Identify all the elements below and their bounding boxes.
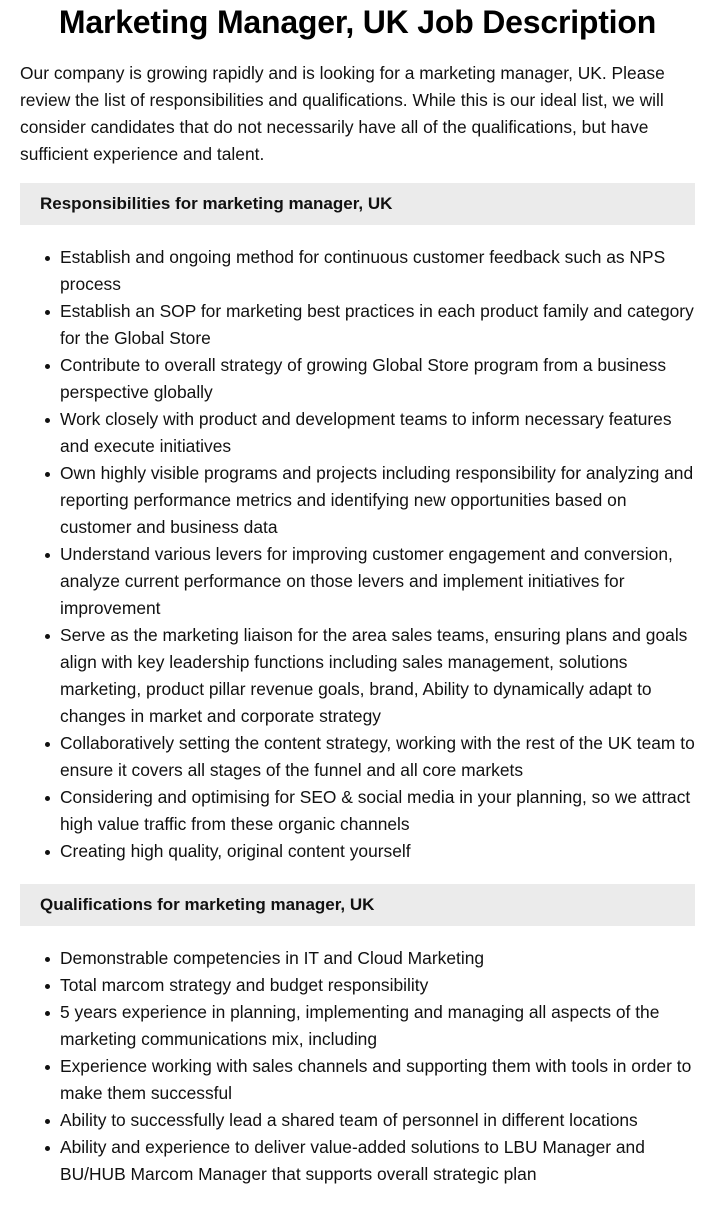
list-item: Work closely with product and development teams to inform necessary features and execute initiatives (60, 406, 695, 460)
list-item: Contribute to overall strategy of growing Global Store program from a business perspective globally (60, 352, 695, 406)
list-item: 5 years experience in planning, implementing and managing all aspects of the marketing communications mix, including (60, 999, 695, 1053)
list-item: Understand various levers for improving customer engagement and conversion, analyze current performance on those levers and implement initiatives for improvement (60, 541, 695, 622)
list-item: Total marcom strategy and budget responsibility (60, 972, 695, 999)
list-item: Ability and experience to deliver value-added solutions to LBU Manager and BU/HUB Marcom Manager that supports overall strategic plan (60, 1134, 695, 1188)
list-item: Own highly visible programs and projects including responsibility for analyzing and reporting performance metrics and identifying new opportunities based on customer and business data (60, 460, 695, 541)
intro-paragraph: Our company is growing rapidly and is looking for a marketing manager, UK. Please review the list of responsibilities and qualifications. While this is our ideal list, we will consider candidates that do not necessarily have all of the qualifications, but have sufficient experience and talent. (20, 63, 665, 164)
qualifications-list (20, 945, 695, 1188)
list-item: Ability to successfully lead a shared team of personnel in different locations (60, 1107, 695, 1134)
list-item: Collaboratively setting the content strategy, working with the rest of the UK team to ensure it covers all stages of the funnel and all core markets (60, 730, 695, 784)
responsibilities-heading: Responsibilities for marketing manager, UK (20, 183, 695, 225)
list-item: Establish an SOP for marketing best practices in each product family and category for the Global Store (60, 298, 695, 352)
list-item: Experience working with sales channels and supporting them with tools in order to make them successful (60, 1053, 695, 1107)
list-item: Establish and ongoing method for continuous customer feedback such as NPS process (60, 244, 695, 298)
page-title: Marketing Manager, UK Job Description (58, 4, 657, 40)
list-item: Demonstrable competencies in IT and Cloud Marketing (60, 945, 695, 972)
responsibilities-list (20, 244, 695, 865)
list-item: Creating high quality, original content yourself (60, 838, 695, 865)
list-item: Serve as the marketing liaison for the area sales teams, ensuring plans and goals align with key leadership functions including sales management, solutions marketing, product pillar revenue goals, brand, Ability to dynamically adapt to changes in market and corporate strategy (60, 622, 695, 730)
qualifications-heading: Qualifications for marketing manager, UK (20, 884, 695, 926)
list-item: Considering and optimising for SEO & social media in your planning, so we attract high value traffic from these organic channels (60, 784, 695, 838)
